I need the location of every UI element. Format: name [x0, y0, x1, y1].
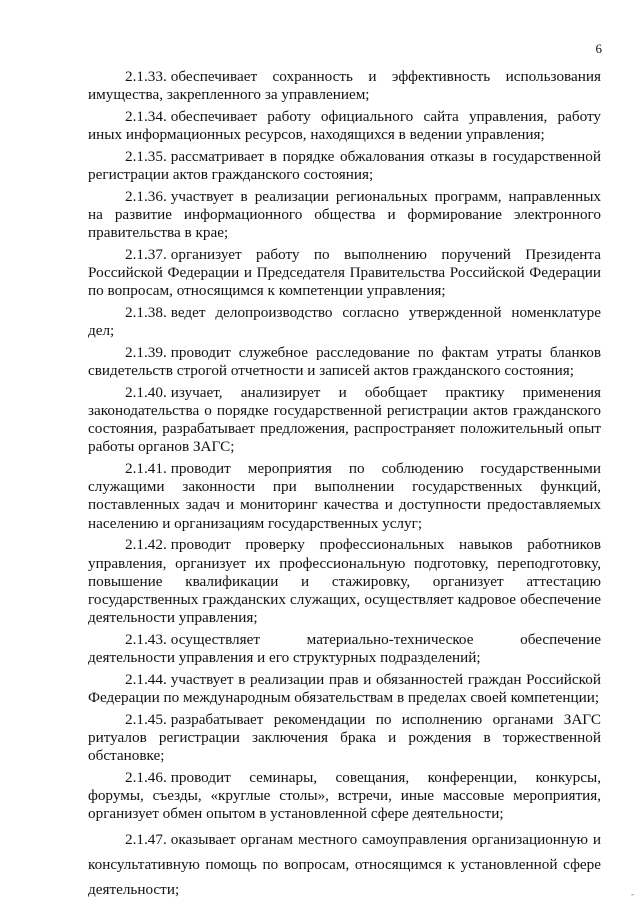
paragraph-2-1-45: [88, 711, 601, 766]
paragraph-2-1-36: [88, 188, 601, 243]
paragraph-number: 2.1.38.: [125, 303, 167, 321]
paragraph-2-1-37: [88, 246, 601, 301]
paragraph-number: 2.1.42.: [125, 536, 167, 554]
page-number: 6: [595, 41, 602, 56]
paragraph-text: участвует в реализации прав и обязанностей граждан Российской Федерации по международным обязательствам в пределах своей компетенции;: [88, 670, 601, 706]
paragraph-text: проводит проверку профессиональных навыков работников управления, организует их профессиональную подготовку, переподготовку, повышение квалификации и стажировку, организует аттестацию государственных гражданских служащих, осуществляет кадровое обеспечение деятельности управления;: [88, 536, 601, 627]
paragraph-number: 2.1.39.: [125, 343, 167, 361]
paragraph-text: обеспечивает работу официального сайта управления, работу иных информационных ресурсов, находящихся в ведении управления;: [88, 107, 601, 144]
paragraph-number: 2.1.35.: [125, 147, 167, 165]
corner-mark: -: [631, 889, 634, 899]
paragraph-2-1-44: [88, 671, 601, 707]
paragraph-text: рассматривает в порядке обжалования отказы в государственной регистрации актов гражданского состояния;: [88, 147, 601, 184]
paragraph-text: организует работу по выполнению поручений Президента Российской Федерации и Председателя Правительства Российской Федерации по вопросам, относящимся к компетенции управления;: [88, 245, 601, 300]
paragraph-number: 2.1.43.: [125, 630, 167, 648]
paragraph-text: изучает, анализирует и обобщает практику применения законодательства о порядке государственной регистрации актов гражданского состояния, разрабатывает предложения, распространяет положительный опыт работы органов ЗАГС;: [88, 383, 601, 456]
paragraph-2-1-40: [88, 384, 601, 457]
paragraph-2-1-43: [88, 631, 601, 667]
paragraph-2-1-33: [88, 68, 601, 104]
paragraph-number: 2.1.45.: [125, 710, 167, 728]
paragraph-text: ведет делопроизводство согласно утвержденной номенклатуре дел;: [88, 303, 601, 340]
paragraph-number: 2.1.36.: [125, 187, 167, 205]
paragraph-text: обеспечивает сохранность и эффективность использования имущества, закрепленного за управлением;: [88, 68, 601, 104]
paragraph-2-1-47: [88, 827, 601, 902]
paragraph-text: проводит семинары, совещания, конференции, конкурсы, форумы, съезды, «круглые столы», встречи, иные массовые мероприятия, организует обмен опытом в установленной сфере деятельности;: [88, 768, 601, 823]
paragraph-2-1-39: [88, 344, 601, 380]
document-body: [88, 68, 601, 905]
paragraph-text: осуществляет материально-техническое обеспечение деятельности управления и его структурных подразделений;: [88, 630, 601, 667]
paragraph-2-1-42: [88, 536, 601, 627]
paragraph-2-1-38: [88, 304, 601, 340]
paragraph-2-1-35: [88, 148, 601, 184]
paragraph-2-1-34: [88, 108, 601, 144]
paragraph-number: 2.1.40.: [125, 383, 167, 401]
paragraph-number: 2.1.37.: [125, 245, 167, 263]
paragraph-number: 2.1.47.: [125, 830, 167, 848]
paragraph-2-1-41: [88, 460, 601, 533]
paragraph-2-1-46: [88, 769, 601, 824]
paragraph-number: 2.1.44.: [125, 670, 167, 688]
paragraph-text: проводит служебное расследование по фактам утраты бланков свидетельств строгой отчетности и записей актов гражданского состояния;: [88, 343, 601, 380]
paragraph-number: 2.1.34.: [125, 107, 167, 125]
paragraph-text: разрабатывает рекомендации по исполнению органами ЗАГС ритуалов регистрации заключения брака и рождения в торжественной обстановке;: [88, 710, 601, 765]
paragraph-number: 2.1.33.: [125, 68, 167, 85]
paragraph-text: участвует в реализации региональных программ, направленных на развитие информационного общества и формирование электронного правительства в крае;: [88, 187, 601, 242]
paragraph-text: оказывает органам местного самоуправления организационную и консультативную помощь по вопросам, относящимся к установленной сфере деятельности;: [88, 830, 601, 898]
paragraph-number: 2.1.46.: [125, 768, 167, 786]
paragraph-text: проводит мероприятия по соблюдению государственными служащими законности при выполнении государственных функций, поставленных задач и мониторинг качества и доступности предоставляемых населению и организациям государственных услуг;: [88, 460, 601, 532]
paragraph-number: 2.1.41.: [125, 460, 167, 478]
